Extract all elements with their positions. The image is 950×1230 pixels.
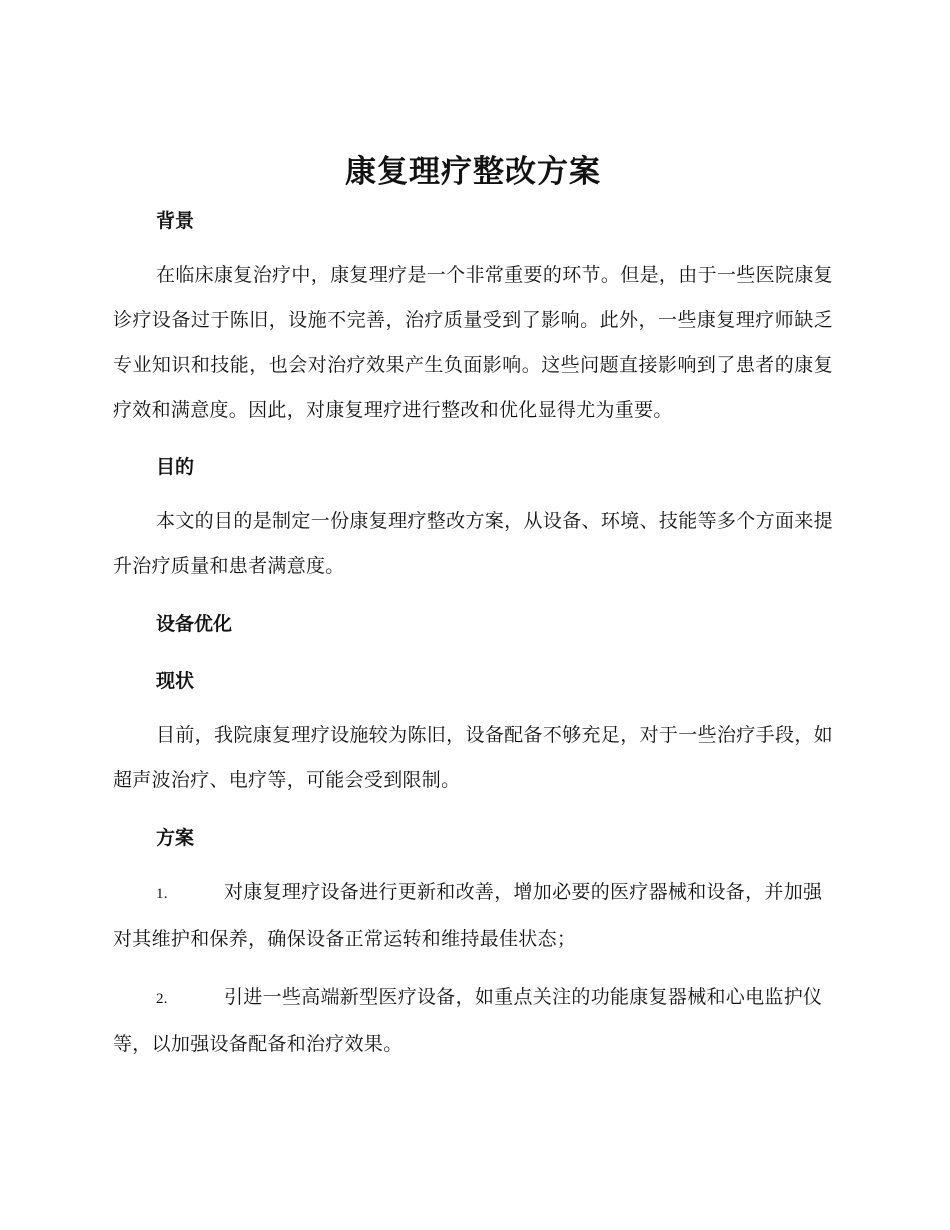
paragraph-background: 在临床康复治疗中，康复理疗是一个非常重要的环节。但是，由于一些医院康复诊疗设备过于陈旧，设施不完善，治疗质量受到了影响。此外，一些康复理疗师缺乏专业知识和技能，也会对治疗效果产生负面影响。这些问题直接影响到了患者的康复疗效和满意度。因此，对康复理疗进行整改和优化显得尤为重要。 (113, 264, 833, 421)
plan-list-item-2 (113, 975, 833, 1067)
list-number: 1. (156, 886, 168, 902)
list-item-text: 引进一些高端新型医疗设备，如重点关注的功能康复器械和心电监护仪等，以加强设备配备和治疗效果。 (113, 986, 823, 1055)
plan-list-item-1 (113, 870, 833, 962)
subheading-current-status: 现状 (156, 670, 195, 692)
document-title: 康复理疗整改方案 (345, 154, 601, 190)
paragraph-current-status: 目前，我院康复理疗设施较为陈旧，设备配备不够充足，对于一些治疗手段，如超声波治疗、电疗等，可能会受到限制。 (113, 724, 833, 791)
section-heading-background: 背景 (156, 210, 195, 232)
list-item-text: 对康复理疗设备进行更新和改善，增加必要的医疗器械和设备，并加强对其维护和保养，确保设备正常运转和维持最佳状态； (113, 881, 823, 950)
document-page (113, 150, 833, 1067)
paragraph-goal: 本文的目的是制定一份康复理疗整改方案，从设备、环境、技能等多个方面来提升治疗质量和患者满意度。 (113, 510, 833, 577)
section-heading-goal: 目的 (156, 456, 195, 478)
subheading-plan: 方案 (156, 827, 195, 849)
list-number: 2. (156, 991, 168, 1007)
section-heading-equipment: 设备优化 (156, 613, 233, 635)
